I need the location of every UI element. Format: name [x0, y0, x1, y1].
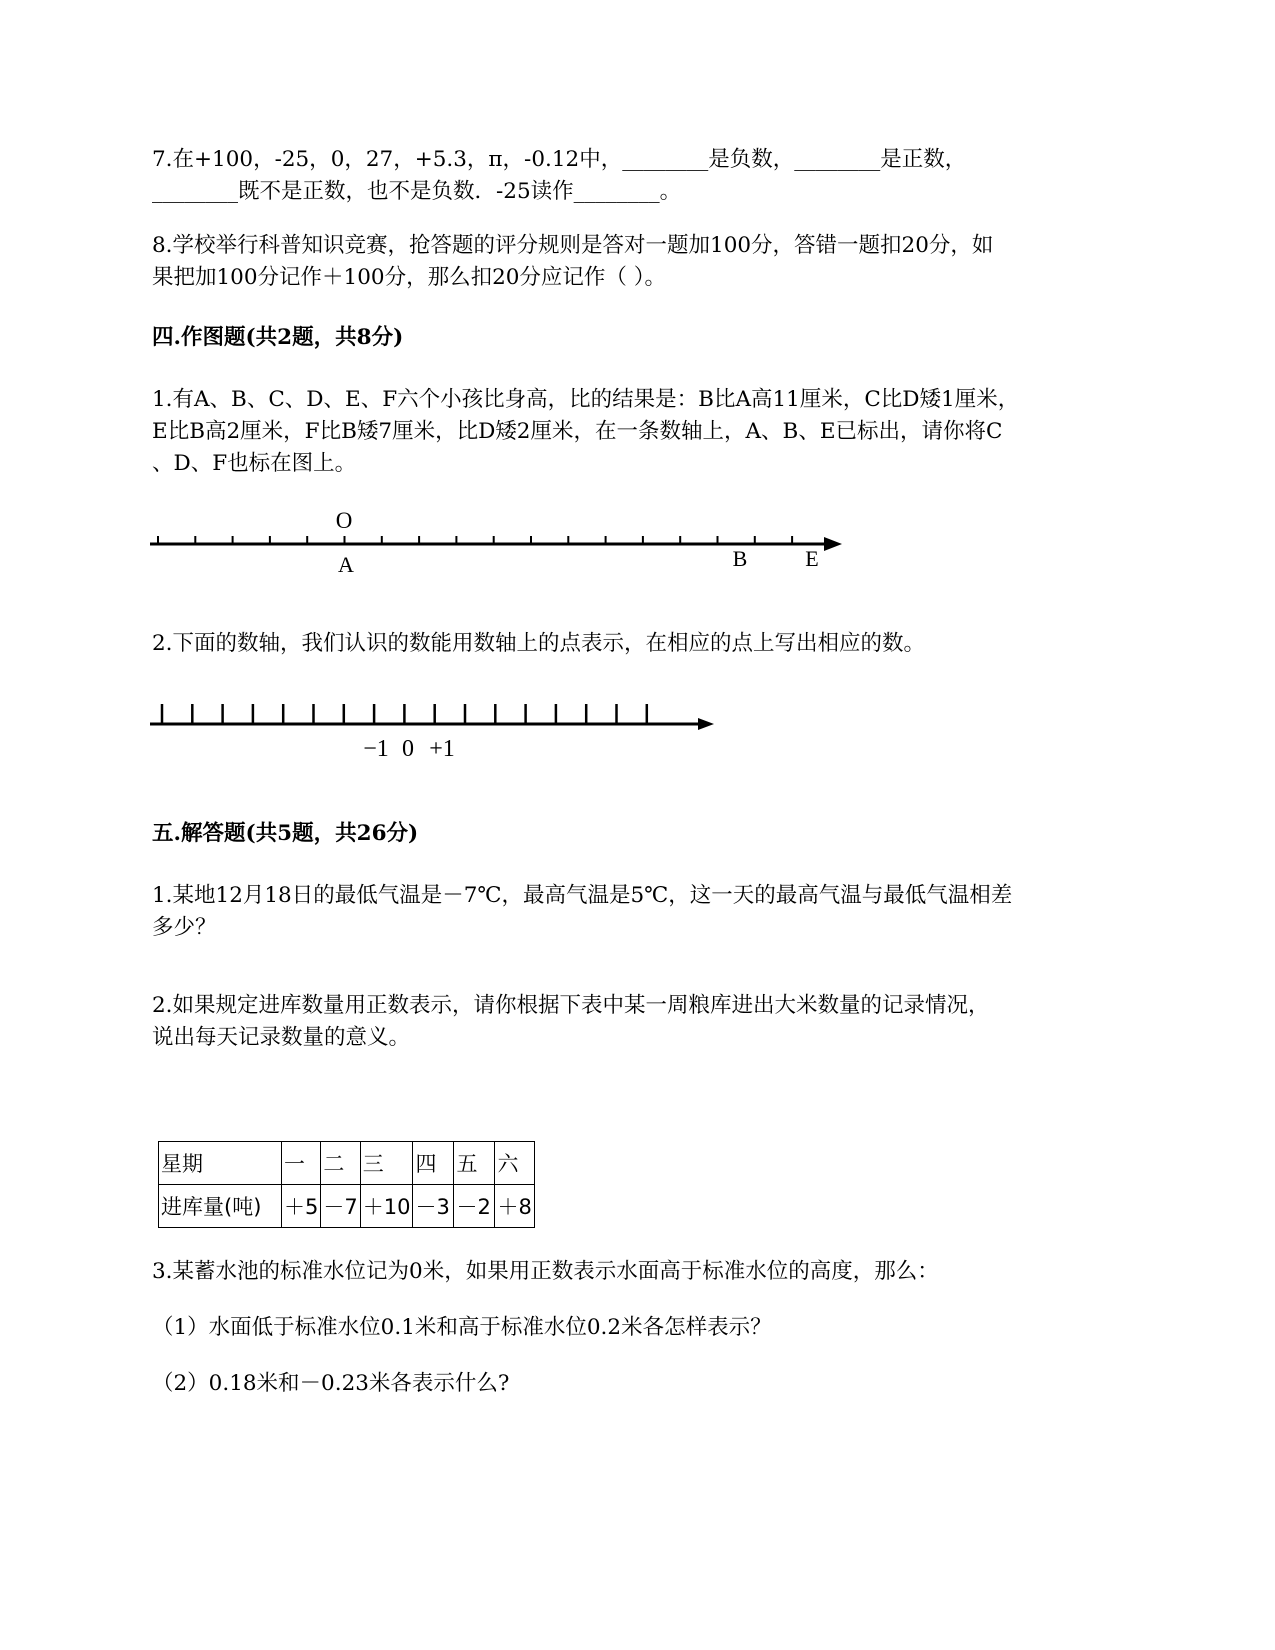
s4-q2-line1: 2.下面的数轴，我们认识的数能用数轴上的点表示，在相应的点上写出相应的数。: [152, 631, 926, 656]
number-line-1: [0, 500, 900, 600]
axis2-label-zero: 0: [402, 736, 414, 762]
table-cell: 五: [454, 1142, 495, 1185]
table-row: [159, 1185, 535, 1228]
table-cell: 进库量(吨): [159, 1185, 282, 1228]
table-cell: ＋5: [282, 1185, 321, 1228]
table-cell: 星期: [159, 1142, 282, 1185]
q8-line1: 8.学校举行科普知识竞赛，抢答题的评分规则是答对一题加100分，答错一题扣20分，如: [152, 233, 994, 258]
table-cell: 四: [413, 1142, 454, 1185]
s5-q1-line2: 多少？: [152, 915, 217, 940]
s5-q2-line2: 说出每天记录数量的意义。: [152, 1025, 411, 1050]
section4-title: 四.作图题(共2题，共8分): [152, 325, 404, 350]
s4-q1-line2: E比B高2厘米，F比B矮7厘米，比D矮2厘米，在一条数轴上，A、B、E已标出，请你将C: [152, 419, 1003, 444]
s5-q1-line1: 1.某地12月18日的最低气温是－7℃，最高气温是5℃，这一天的最高气温与最低气温相差: [152, 883, 1013, 908]
table-cell: ＋10: [360, 1185, 413, 1228]
section5-title: 五.解答题(共5题，共26分): [152, 821, 419, 846]
axis1-point-a: A: [338, 552, 354, 577]
table-cell: －7: [321, 1185, 360, 1228]
table-cell: 六: [495, 1142, 534, 1185]
axis1-arrow: [824, 537, 842, 551]
number-line-2: [0, 690, 760, 770]
warehouse-table: [158, 1141, 535, 1228]
q8-line2: 果把加100分记作＋100分，那么扣20分应记作（ ）。: [152, 265, 667, 290]
axis2-label-minus1: −1: [363, 736, 389, 762]
axis1-point-e: E: [805, 546, 819, 571]
s4-q1-line1: 1.有A、B、C、D、E、F六个小孩比身高，比的结果是：B比A高11厘米，C比D矮1厘米，: [152, 387, 1020, 412]
s5-q3-sub2: （2）0.18米和－0.23米各表示什么?: [152, 1371, 510, 1396]
s5-q3-line1: 3.某蓄水池的标准水位记为0米，如果用正数表示水面高于标准水位的高度，那么：: [152, 1259, 939, 1284]
axis1-origin-label: O: [335, 508, 353, 533]
s5-q3-sub1: （1）水面低于标准水位0.1米和高于标准水位0.2米各怎样表示？: [152, 1315, 772, 1340]
table-cell: 一: [282, 1142, 321, 1185]
table-cell: ＋8: [495, 1185, 534, 1228]
table-cell: 二: [321, 1142, 360, 1185]
table-cell: －3: [413, 1185, 454, 1228]
s4-q1-line3: 、D、F也标在图上。: [152, 451, 357, 476]
axis2-label-plus1: +1: [429, 736, 455, 762]
table-cell: 三: [360, 1142, 413, 1185]
axis2-arrow: [698, 718, 714, 730]
q7-line1: 7.在+100，-25，0，27，+5.3，π，-0.12中，________是负数，________是正数，: [152, 147, 967, 172]
table-cell: －2: [454, 1185, 495, 1228]
q7-line2: ________既不是正数，也不是负数．-25读作________。: [152, 179, 682, 204]
axis1-point-b: B: [732, 546, 748, 571]
s5-q2-line1: 2.如果规定进库数量用正数表示，请你根据下表中某一周粮库进出大米数量的记录情况，: [152, 993, 990, 1018]
table-row: [159, 1142, 535, 1185]
axis2-ticks: [162, 704, 647, 724]
